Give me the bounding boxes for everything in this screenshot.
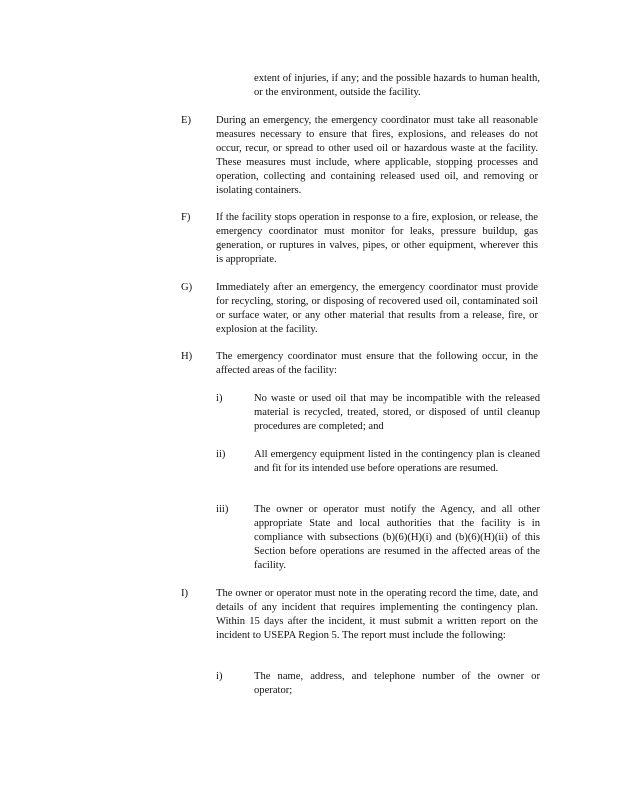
continuation-paragraph: extent of injuries, if any; and the possible hazards to human health, or the environment, outside the facility.	[254, 73, 540, 99]
item-text-h: The emergency coordinator must ensure that the following occur, in the affected areas of the facility:	[216, 351, 538, 377]
subitem-text-h-iii: The owner or operator must notify the Agency, and all other appropriate State and local authorities that the facility is in compliance with subsections (b)(6)(H)(i) and (b)(6)(H)(ii) of this Section before operations are resumed in the affected areas of the facility.	[254, 504, 540, 572]
subitem-label-i-i: i)	[216, 671, 223, 682]
item-text-i: The owner or operator must note in the operating record the time, date, and details of any incident that requires implementing the contingency plan. Within 15 days after the incident, it must submit a written report on the incident to USEPA Region 5. The report must include the following:	[216, 588, 538, 642]
item-text-e: During an emergency, the emergency coordinator must take all reasonable measures necessary to ensure that fires, explosions, and releases do not occur, recur, or spread to other used oil or hazardous waste at the facility. These measures must include, where applicable, stopping processes and operation, collecting and containing released used oil, and removing or isolating containers.	[216, 115, 538, 197]
subitem-text-h-ii: All emergency equipment listed in the contingency plan is cleaned and fit for its intended use before operations are resumed.	[254, 449, 540, 475]
item-label-h: H)	[181, 351, 193, 362]
subitem-text-i-i: The name, address, and telephone number of the owner or operator;	[254, 671, 540, 697]
item-label-i: I)	[181, 588, 189, 599]
item-label-e: E)	[181, 115, 191, 126]
subitem-label-h-i: i)	[216, 393, 223, 404]
item-label-g: G)	[181, 282, 193, 293]
subitem-label-h-ii: ii)	[216, 449, 226, 460]
item-label-f: F)	[181, 212, 191, 223]
subitem-label-h-iii: iii)	[216, 504, 229, 515]
item-text-f: If the facility stops operation in response to a fire, explosion, or release, the emergency coordinator must monitor for leaks, pressure buildup, gas generation, or ruptures in valves, pipes, or other equipment, wherever this is appropriate.	[216, 212, 538, 266]
item-text-g: Immediately after an emergency, the emergency coordinator must provide for recycling, storing, or disposing of recovered used oil, contaminated soil or surface water, or any other material that results from a release, fire, or explosion at the facility.	[216, 282, 538, 336]
subitem-text-h-i: No waste or used oil that may be incompatible with the released material is recycled, treated, stored, or disposed of until cleanup procedures are completed; and	[254, 393, 540, 433]
